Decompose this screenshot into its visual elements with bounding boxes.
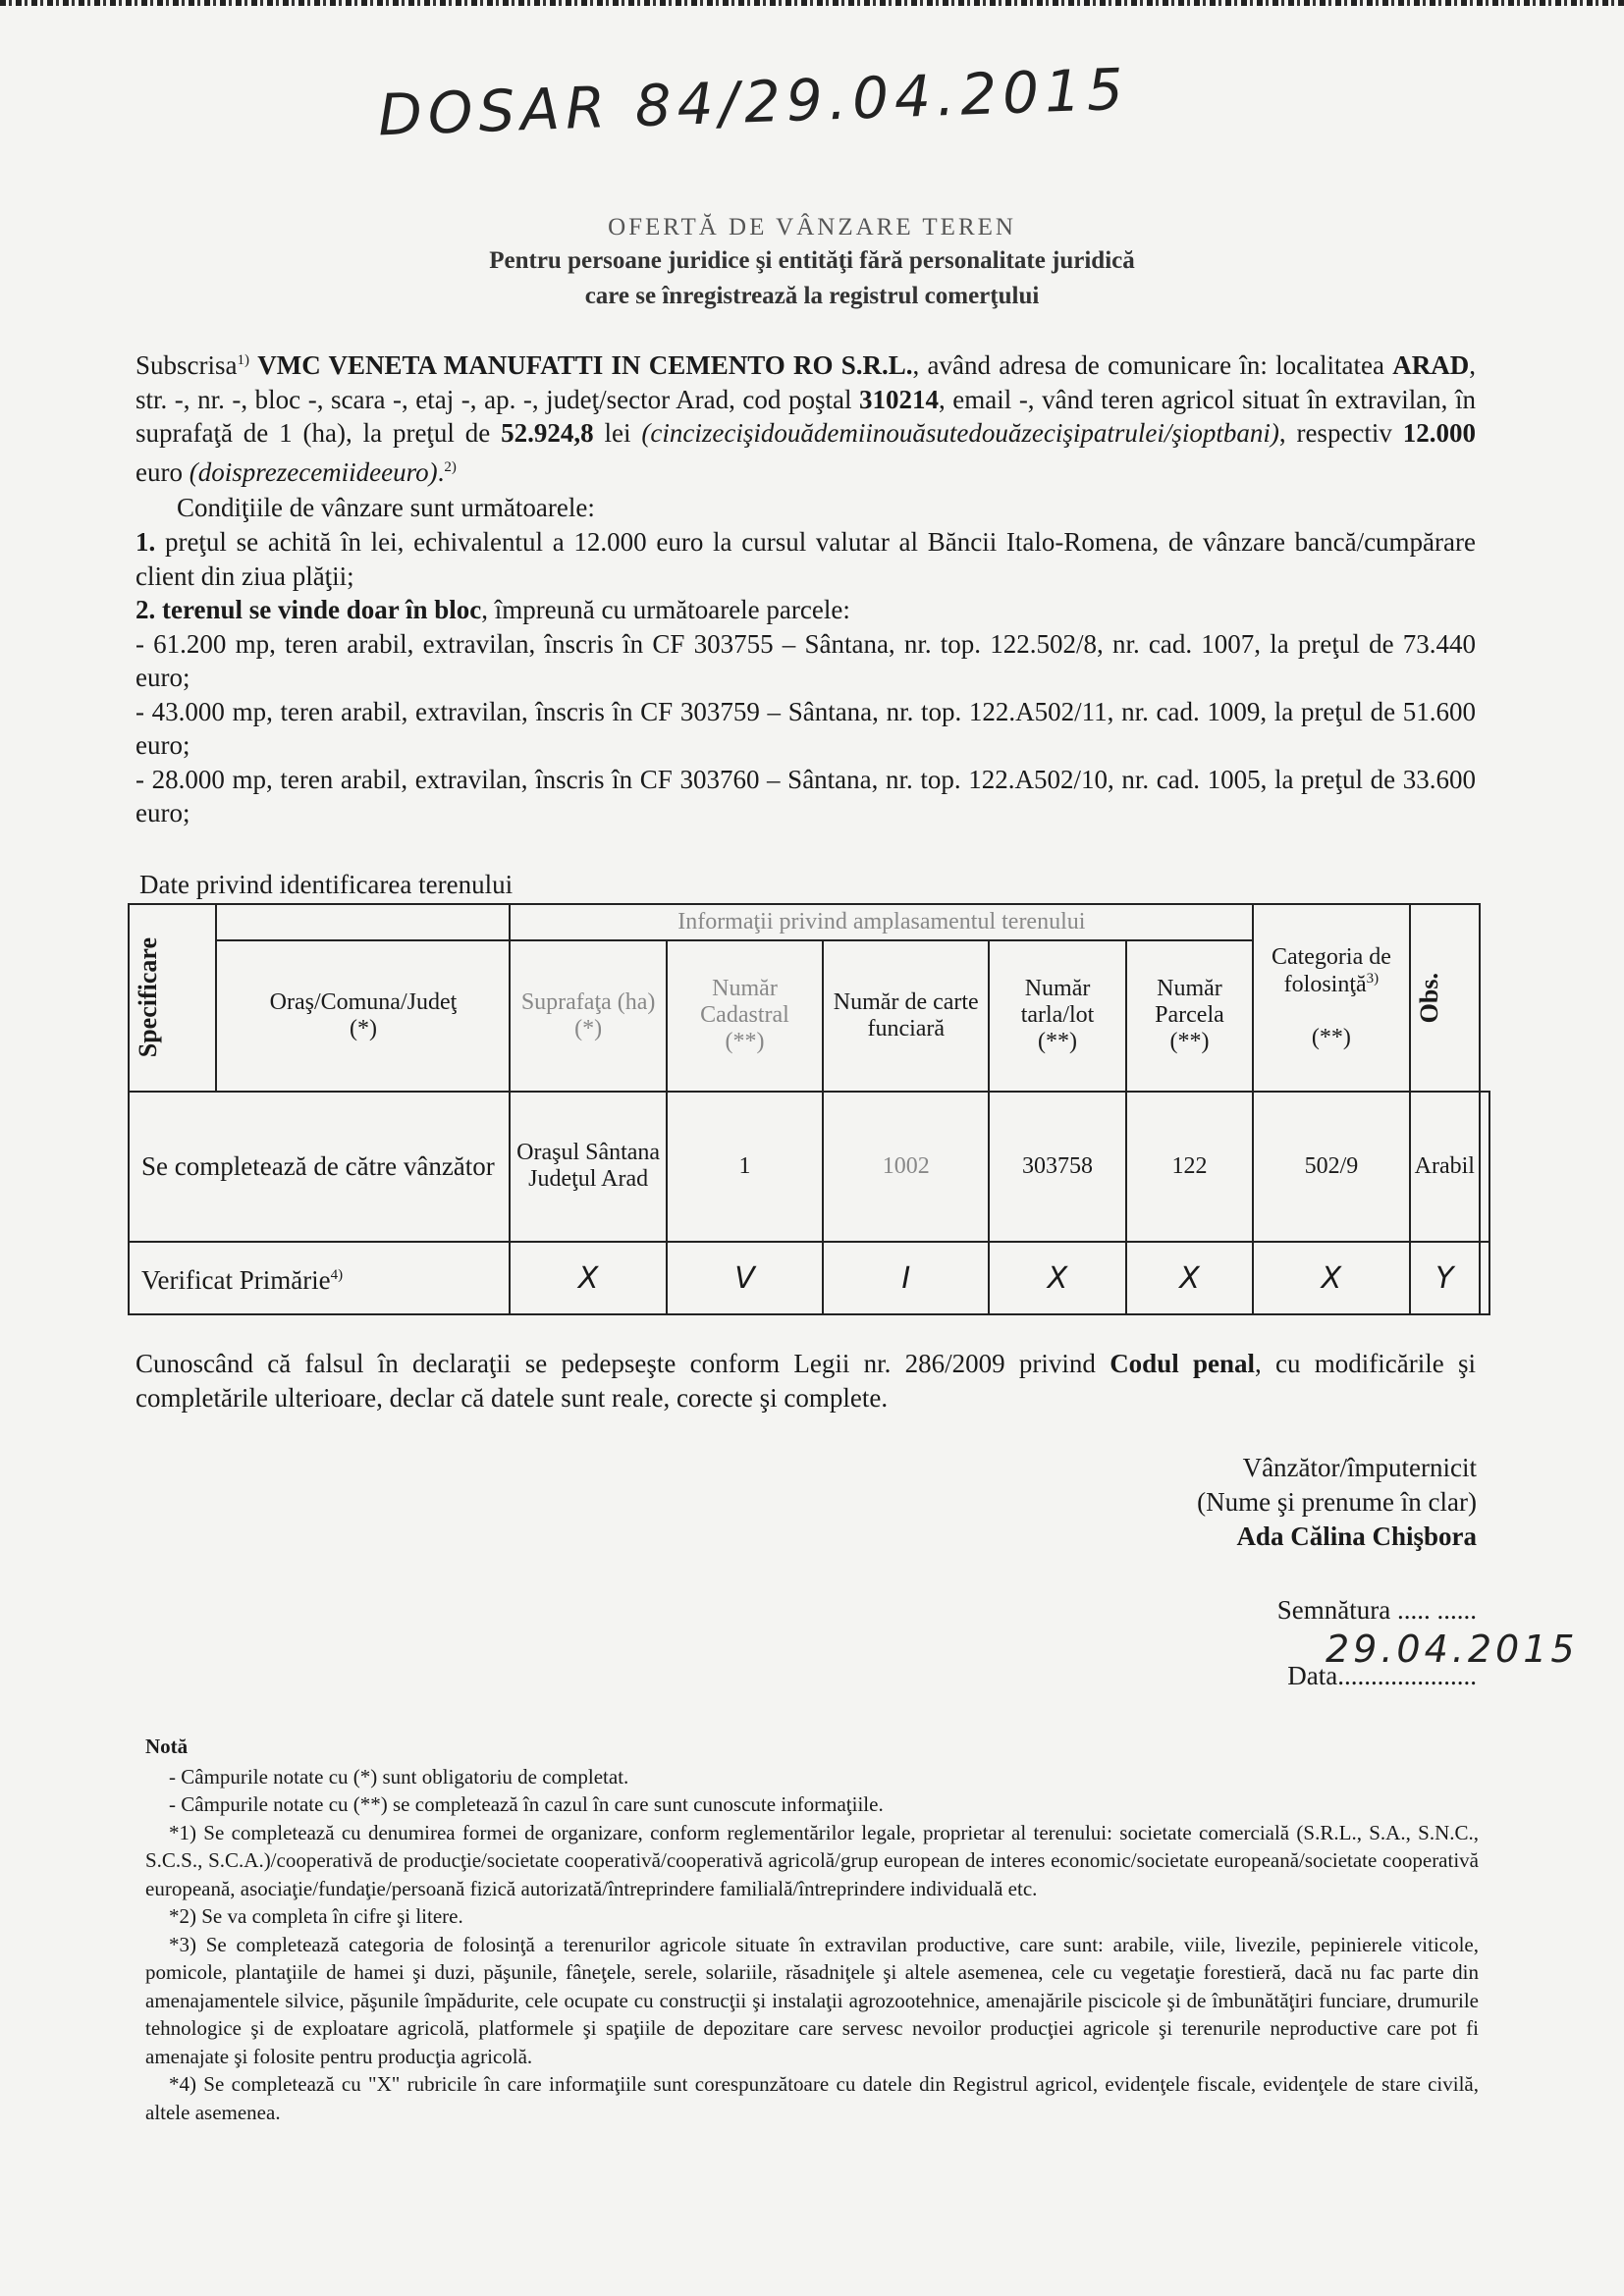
declaration-text-end: , cu modificările şi completările ulterioare, declar că datele sunt reale, corecte şi complete. bbox=[135, 1349, 1476, 1413]
col-header-note: (**) bbox=[1038, 1029, 1078, 1055]
email-text: , email -, vând teren agricol situat în extravilan, în suprafaţă de 1 (ha), la preţul de bbox=[135, 384, 1476, 448]
price-eur-words: (doisprezecemiideeuro) bbox=[189, 456, 438, 487]
condition-1-text: preţul se achită în lei, echivalentul a 12.000 euro la cursul valutar al Băncii Italo-Romena, de vânzare bancă/cumpărare client din ziua plăţii; bbox=[135, 527, 1476, 591]
dosar-handwritten-number: DOSAR 84/29.04.2015 bbox=[377, 55, 1130, 149]
table-blank-header bbox=[216, 904, 510, 940]
col-header-note: (*) bbox=[349, 1015, 377, 1041]
location-group-header: Informaţii privind amplasamentul terenului bbox=[510, 904, 1253, 940]
address-intro: , având adresa de comunicare în: localitatea bbox=[912, 350, 1385, 380]
col-header-label: Număr tarla/lot bbox=[1020, 976, 1095, 1029]
date-line: Data..................... bbox=[1287, 1661, 1477, 1690]
table-caption: Date privind identificarea terenului bbox=[139, 870, 514, 899]
col-header bbox=[216, 940, 510, 1092]
signature-line: Semnătura ..... ...... bbox=[1276, 1595, 1477, 1625]
col-header-label: Număr Cadastral bbox=[700, 976, 789, 1029]
conditions-list bbox=[135, 525, 1476, 830]
col-header bbox=[989, 940, 1125, 1092]
condition-2 bbox=[135, 593, 1476, 627]
conditions-intro: Condiţiile de vânzare sunt următoarele: bbox=[177, 493, 595, 522]
scan-edge bbox=[0, 0, 1624, 6]
cell-tarla: 122 bbox=[1126, 1092, 1253, 1243]
col-header-label: Suprafaţa (ha) bbox=[520, 988, 656, 1015]
cell-carte-funciara: 303758 bbox=[989, 1092, 1125, 1243]
condition-1 bbox=[135, 525, 1476, 593]
locality: ARAD bbox=[1392, 350, 1470, 380]
declaration-text: Cunoscând că falsul în declaraţii se pedepseşte conform Legii nr. 286/2009 privind bbox=[135, 1349, 1110, 1378]
condition-1-number: 1. bbox=[135, 527, 156, 557]
col-header bbox=[1126, 940, 1253, 1092]
parcel-item: - 61.200 mp, teren arabil, extravilan, înscris în CF 303755 – Sântana, nr. top. 122.502/8, nr. cad. 1007, la preţul de 73.440 euro; bbox=[135, 628, 1476, 692]
col-header bbox=[823, 940, 989, 1092]
price-lei-words: (cincizecişidouădemiinouăsutedouăzecişipatrulei/şioptbani) bbox=[641, 418, 1279, 448]
lei-unit: lei bbox=[604, 418, 631, 448]
categoria-label: Categoria de folosinţă bbox=[1271, 943, 1391, 997]
col-header bbox=[510, 940, 666, 1092]
seller-hint: (Nume şi prenume în clar) bbox=[1197, 1487, 1477, 1517]
check-row-label: Verificat Primărie$^{4)}$ bbox=[129, 1242, 510, 1314]
check-mark: I bbox=[823, 1242, 989, 1314]
check-mark: V bbox=[667, 1242, 823, 1314]
cell-obs bbox=[1480, 1092, 1489, 1243]
check-mark: X bbox=[1253, 1242, 1409, 1314]
categoria-note: (**) bbox=[1311, 1024, 1351, 1050]
col-header-label: Număr Parcela bbox=[1155, 976, 1224, 1029]
note-item: *4) Se completează cu "X" rubricile în care informaţiile sunt corespunzătoare cu datele din Registrul agricol, evidenţele fiscale, evidenţele de stare civilă, altele asemenea. bbox=[145, 2072, 1479, 2124]
cell-oras bbox=[510, 1092, 666, 1243]
land-identification-table bbox=[128, 903, 1490, 1315]
note-item: *1) Se completează cu denumirea formei de organizare, conform reglementărilor legale, proprietar al terenului: societate comercială (S.R.L., S.A., S.N.C., S.C.S., S.C.A.)/cooperativă de producţie/societate cooperativă/cooperativă agricolă/grup european de interes economic/societate europeană/societate cooperativă europeană, asociaţie/fundaţie/persoană fizică autorizată/întreprindere familială/întreprindere individuală etc. bbox=[145, 1820, 1479, 1900]
parcel-item: - 28.000 mp, teren arabil, extravilan, înscris în CF 303760 – Sântana, nr. top. 122.A502/10, nr. cad. 1005, la preţul de 33.600 euro; bbox=[135, 764, 1476, 828]
seller-name: Ada Călina Chişbora bbox=[1236, 1522, 1477, 1551]
note-item: *2) Se va completa în cifre şi litere. bbox=[169, 1904, 463, 1928]
euro-unit: euro bbox=[135, 456, 183, 487]
notes-title: Notă bbox=[145, 1735, 189, 1758]
offer-paragraph: Subscrisa$^{1)}$ VMC VENETA MANUFATTI IN CEMENTO RO S.R.L., având adresa de comunicare în: localitatea ARAD, str. -, nr. -, bloc -, scara -, etaj -, ap. -, judeţ/sector Arad, cod poştal 310214, email -, vând teren agricol situat în extravilan, în suprafaţă de 1 (ha), la preţul de 52.924,8 lei (cincizecişidouădemiinouăsutedouăzecişipatrulei/şioptbani), respectiv 12.000 euro (doisprezecemiideeuro).$^{2)}$ bbox=[135, 350, 1477, 487]
specificare-header bbox=[129, 904, 216, 1092]
col-header-label: Număr de carte funciară bbox=[833, 988, 979, 1041]
price-eur: 12.000 bbox=[1402, 418, 1477, 448]
check-mark: X bbox=[510, 1242, 666, 1314]
condition-2-number: 2. bbox=[135, 595, 156, 624]
col-header bbox=[667, 940, 823, 1092]
col-header-note: (*) bbox=[574, 1015, 603, 1041]
note-item: *3) Se completează categoria de folosinţă a terenurilor agricole situate în extravilan productive, care sunt: arabile, viile, livezile, pepinierele viticole, pomicole, plantaţiile de hamei şi duzi, păşunile, fâneţele, serele, solariile, răsadniţele şi altele asemenea, cele cu vegetaţie forestieră, dacă nu fac parte din amenajamentele silvice, păşunile împădurite, cele ocupate cu construcţii şi instalaţii agrozootehnice, amenajările piscicole şi de îmbunătăţiri funciare, drumurile tehnologice şi de exploatare agricolă, platformele şi spaţiile de depozitare care servesc nevoilor producţiei agricole şi terenurile neproductive care pot fi amenajate şi folosite pentru producţia agricolă. bbox=[145, 1932, 1479, 2068]
note-item: - Câmpurile notate cu (*) sunt obligatoriu de completat. bbox=[169, 1764, 629, 1789]
oras-line2: Judeţul Arad bbox=[528, 1166, 649, 1193]
seller-role: Vânzător/împuternicit bbox=[1242, 1453, 1477, 1482]
check-row-text: Verificat Primărie bbox=[141, 1265, 331, 1296]
obs-header bbox=[1410, 904, 1480, 1092]
check-mark: Y bbox=[1410, 1242, 1480, 1314]
check-mark: X bbox=[989, 1242, 1125, 1314]
date-handwritten: 29.04.2015 bbox=[1326, 1628, 1579, 1671]
company-name: VMC VENETA MANUFATTI IN CEMENTO RO S.R.L. bbox=[257, 350, 913, 380]
document-title: OFERTĂ DE VÂNZARE TEREN bbox=[608, 214, 1016, 240]
declaration-paragraph bbox=[135, 1347, 1476, 1415]
check-mark: X bbox=[1126, 1242, 1253, 1314]
seller-row-label: Se completează de către vânzător bbox=[129, 1092, 510, 1243]
specificare-label: Specificare bbox=[134, 937, 162, 1058]
note-item: - Câmpurile notate cu (**) se completează în cazul în care sunt cunoscute informaţiile. bbox=[169, 1792, 884, 1816]
oras-line1: Oraşul Sântana bbox=[516, 1140, 661, 1166]
col-header-note: (**) bbox=[1169, 1029, 1210, 1055]
parcel-item: - 43.000 mp, teren arabil, extravilan, înscris în CF 303759 – Sântana, nr. top. 122.A502/11, nr. cad. 1009, la preţul de 51.600 euro; bbox=[135, 696, 1476, 760]
cell-parcela: 502/9 bbox=[1253, 1092, 1409, 1243]
respectiv-text: , respectiv bbox=[1278, 418, 1392, 448]
price-lei: 52.924,8 bbox=[501, 418, 594, 448]
cell-categoria: Arabil bbox=[1410, 1092, 1480, 1243]
condition-2-bold: terenul se vinde doar în bloc bbox=[162, 595, 482, 624]
col-header-note: (**) bbox=[725, 1029, 765, 1055]
cell-suprafata: 1 bbox=[667, 1092, 823, 1243]
document-subtitle: Pentru persoane juridice şi entităţi fără personalitate juridică bbox=[489, 247, 1135, 274]
document-subtitle-2: care se înregistrează la registrul comerţului bbox=[584, 283, 1040, 309]
condition-2-text: , împreună cu următoarele parcele: bbox=[481, 595, 850, 624]
notes-section bbox=[145, 1733, 1479, 2126]
obs-label: Obs. bbox=[1414, 972, 1443, 1023]
col-header-label: Oraş/Comuna/Judeţ bbox=[269, 988, 458, 1015]
cell-cadastral: 1002 bbox=[823, 1092, 989, 1243]
address-rest: , str. -, nr. -, bloc -, scara -, etaj -, ap. -, judeţ/sector Arad, cod poştal bbox=[135, 350, 1477, 414]
subscrisa-label: Subscrisa bbox=[135, 350, 238, 380]
codul-penal: Codul penal bbox=[1110, 1349, 1256, 1378]
check-obs bbox=[1480, 1242, 1489, 1314]
categoria-header: Categoria de folosinţă$^{3)}$ (**) bbox=[1253, 904, 1409, 1092]
postal-code: 310214 bbox=[859, 384, 939, 414]
